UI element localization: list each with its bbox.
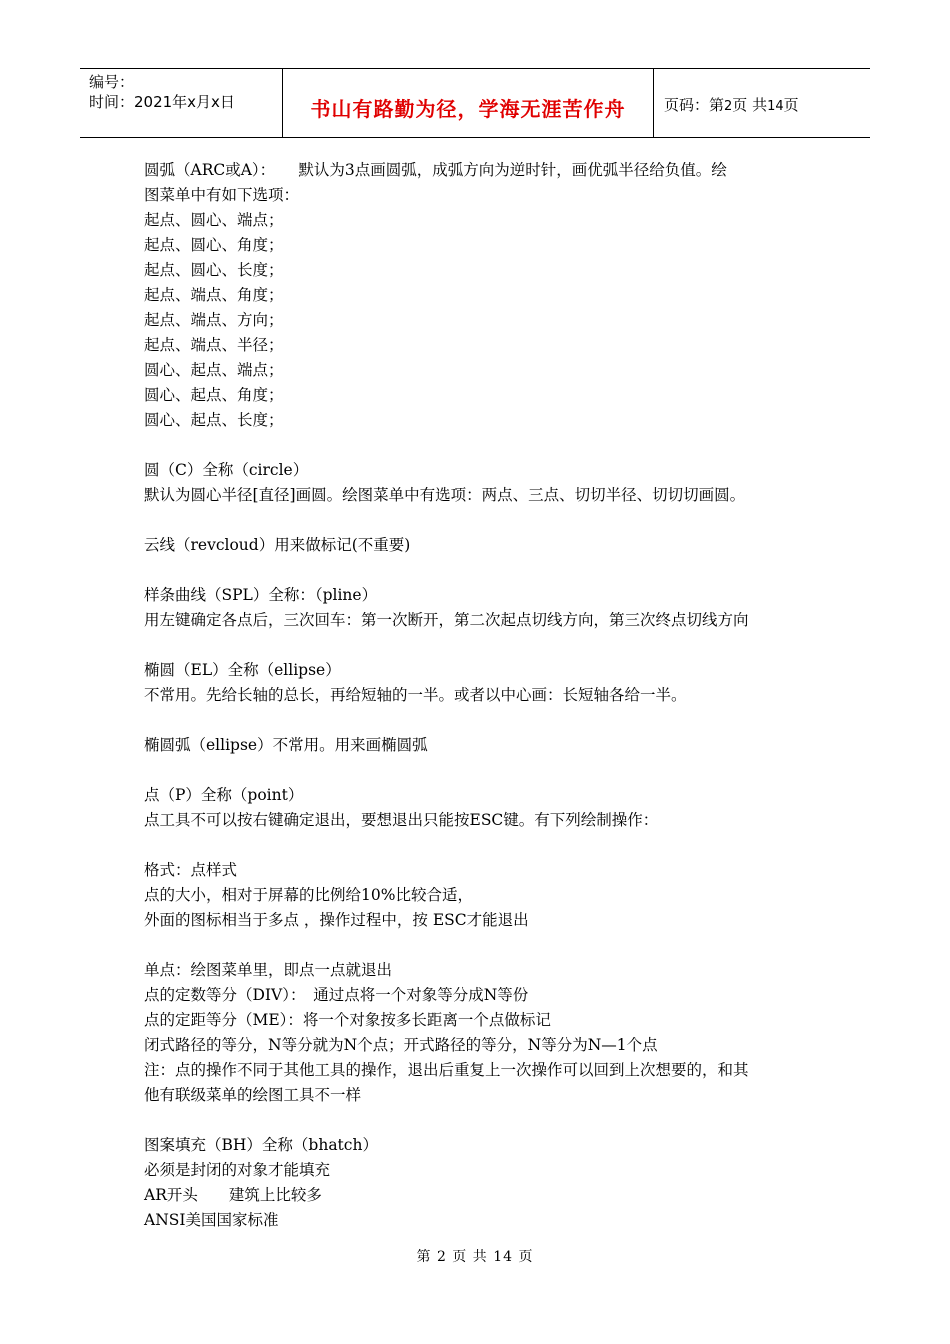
blank-line — [144, 508, 824, 533]
document-body — [144, 158, 824, 1233]
text-line: 他有联级菜单的绘图工具不一样 — [144, 1086, 362, 1104]
blank-line — [144, 633, 824, 658]
blank-line — [144, 758, 824, 783]
document-number-label: 编号： — [89, 73, 135, 91]
text-line: 点（P）全称（point） — [144, 786, 304, 804]
text-line: 圆心、起点、角度； — [144, 386, 284, 404]
blank-line — [144, 708, 824, 733]
text-line: 起点、圆心、端点； — [144, 211, 284, 229]
text-line: 样条曲线（SPL）全称：（pline） — [144, 586, 378, 604]
text-line: 起点、端点、半径； — [144, 336, 284, 354]
text-line: 图菜单中有如下选项： — [144, 186, 300, 204]
blank-line — [144, 558, 824, 583]
page-suffix: 页 — [783, 96, 799, 114]
text-line: 起点、端点、角度； — [144, 286, 284, 304]
page-indicator — [664, 94, 799, 115]
text-line: 必须是封闭的对象才能填充 — [144, 1161, 331, 1179]
text-line: 云线（revcloud）用来做标记(不重要) — [144, 536, 411, 554]
header-page-cell — [654, 69, 870, 137]
blank-line — [144, 933, 824, 958]
document-date: 时间：2021年x月x日 — [89, 93, 235, 111]
page-footer: 第 2 页 共 14 页 — [416, 1249, 534, 1265]
page-header — [80, 68, 870, 138]
text-line: ANSI美国国家标准 — [144, 1211, 279, 1229]
header-info-cell — [80, 69, 283, 137]
text-line: 默认为圆心半径[直径]画圆。绘图菜单中有选项：两点、三点、切切半径、切切切画圆。 — [144, 486, 746, 504]
text-line: 起点、圆心、角度； — [144, 236, 284, 254]
page-current: 2 — [724, 99, 733, 114]
text-line: 起点、圆心、长度； — [144, 261, 284, 279]
text-line: 用左键确定各点后，三次回车：第一次断开，第二次起点切线方向，第三次终点切线方向 — [144, 611, 749, 629]
blank-line — [144, 433, 824, 458]
text-line: AR开头 建筑上比较多 — [144, 1186, 322, 1204]
text-line: 起点、端点、方向； — [144, 311, 284, 329]
text-line: 点的定数等分（DIV）： 通过点将一个对象等分成N等份 — [144, 986, 529, 1004]
text-line: 圆心、起点、长度； — [144, 411, 284, 429]
text-line: 椭圆（EL）全称（ellipse） — [144, 661, 341, 679]
text-line: 格式：点样式 — [144, 861, 238, 879]
page-prefix: 页码：第 — [664, 96, 725, 114]
text-line: 不常用。先给长轴的总长，再给短轴的一半。或者以中心画：长短轴各给一半。 — [144, 686, 687, 704]
text-line: 点的大小，相对于屏幕的比例给10%比较合适， — [144, 886, 473, 904]
page-mid: 页 共 — [732, 96, 768, 114]
page-total: 14 — [767, 99, 784, 114]
text-line: 注：点的操作不同于其他工具的操作，退出后重复上一次操作可以回到上次想要的，和其 — [144, 1061, 749, 1079]
text-line: 椭圆弧（ellipse）不常用。用来画椭圆弧 — [144, 736, 428, 754]
blank-line — [144, 1108, 824, 1133]
text-line: 点工具不可以按右键确定退出，要想退出只能按ESC键。有下列绘制操作： — [144, 811, 659, 829]
text-line: 点的定距等分（ME）：将一个对象按多长距离一个点做标记 — [144, 1011, 551, 1029]
header-motto: 书山有路勤为径，学海无涯苦作舟 — [310, 97, 626, 121]
text-line: 圆（C）全称（circle） — [144, 461, 309, 479]
text-line: 圆弧（ARC或A）： 默认为3点画圆弧，成弧方向为逆时针，画优弧半径给负值。绘 — [144, 161, 727, 179]
text-line: 外面的图标相当于多点 ，操作过程中，按 ESC才能退出 — [144, 911, 529, 929]
text-line: 图案填充（BH）全称（bhatch） — [144, 1136, 378, 1154]
text-line: 闭式路径的等分，N等分就为N个点；开式路径的等分，N等分为N—1个点 — [144, 1036, 658, 1054]
text-line: 单点：绘图菜单里，即点一点就退出 — [144, 961, 393, 979]
header-motto-cell — [283, 69, 654, 137]
text-line: 圆心、起点、端点； — [144, 361, 284, 379]
blank-line — [144, 833, 824, 858]
